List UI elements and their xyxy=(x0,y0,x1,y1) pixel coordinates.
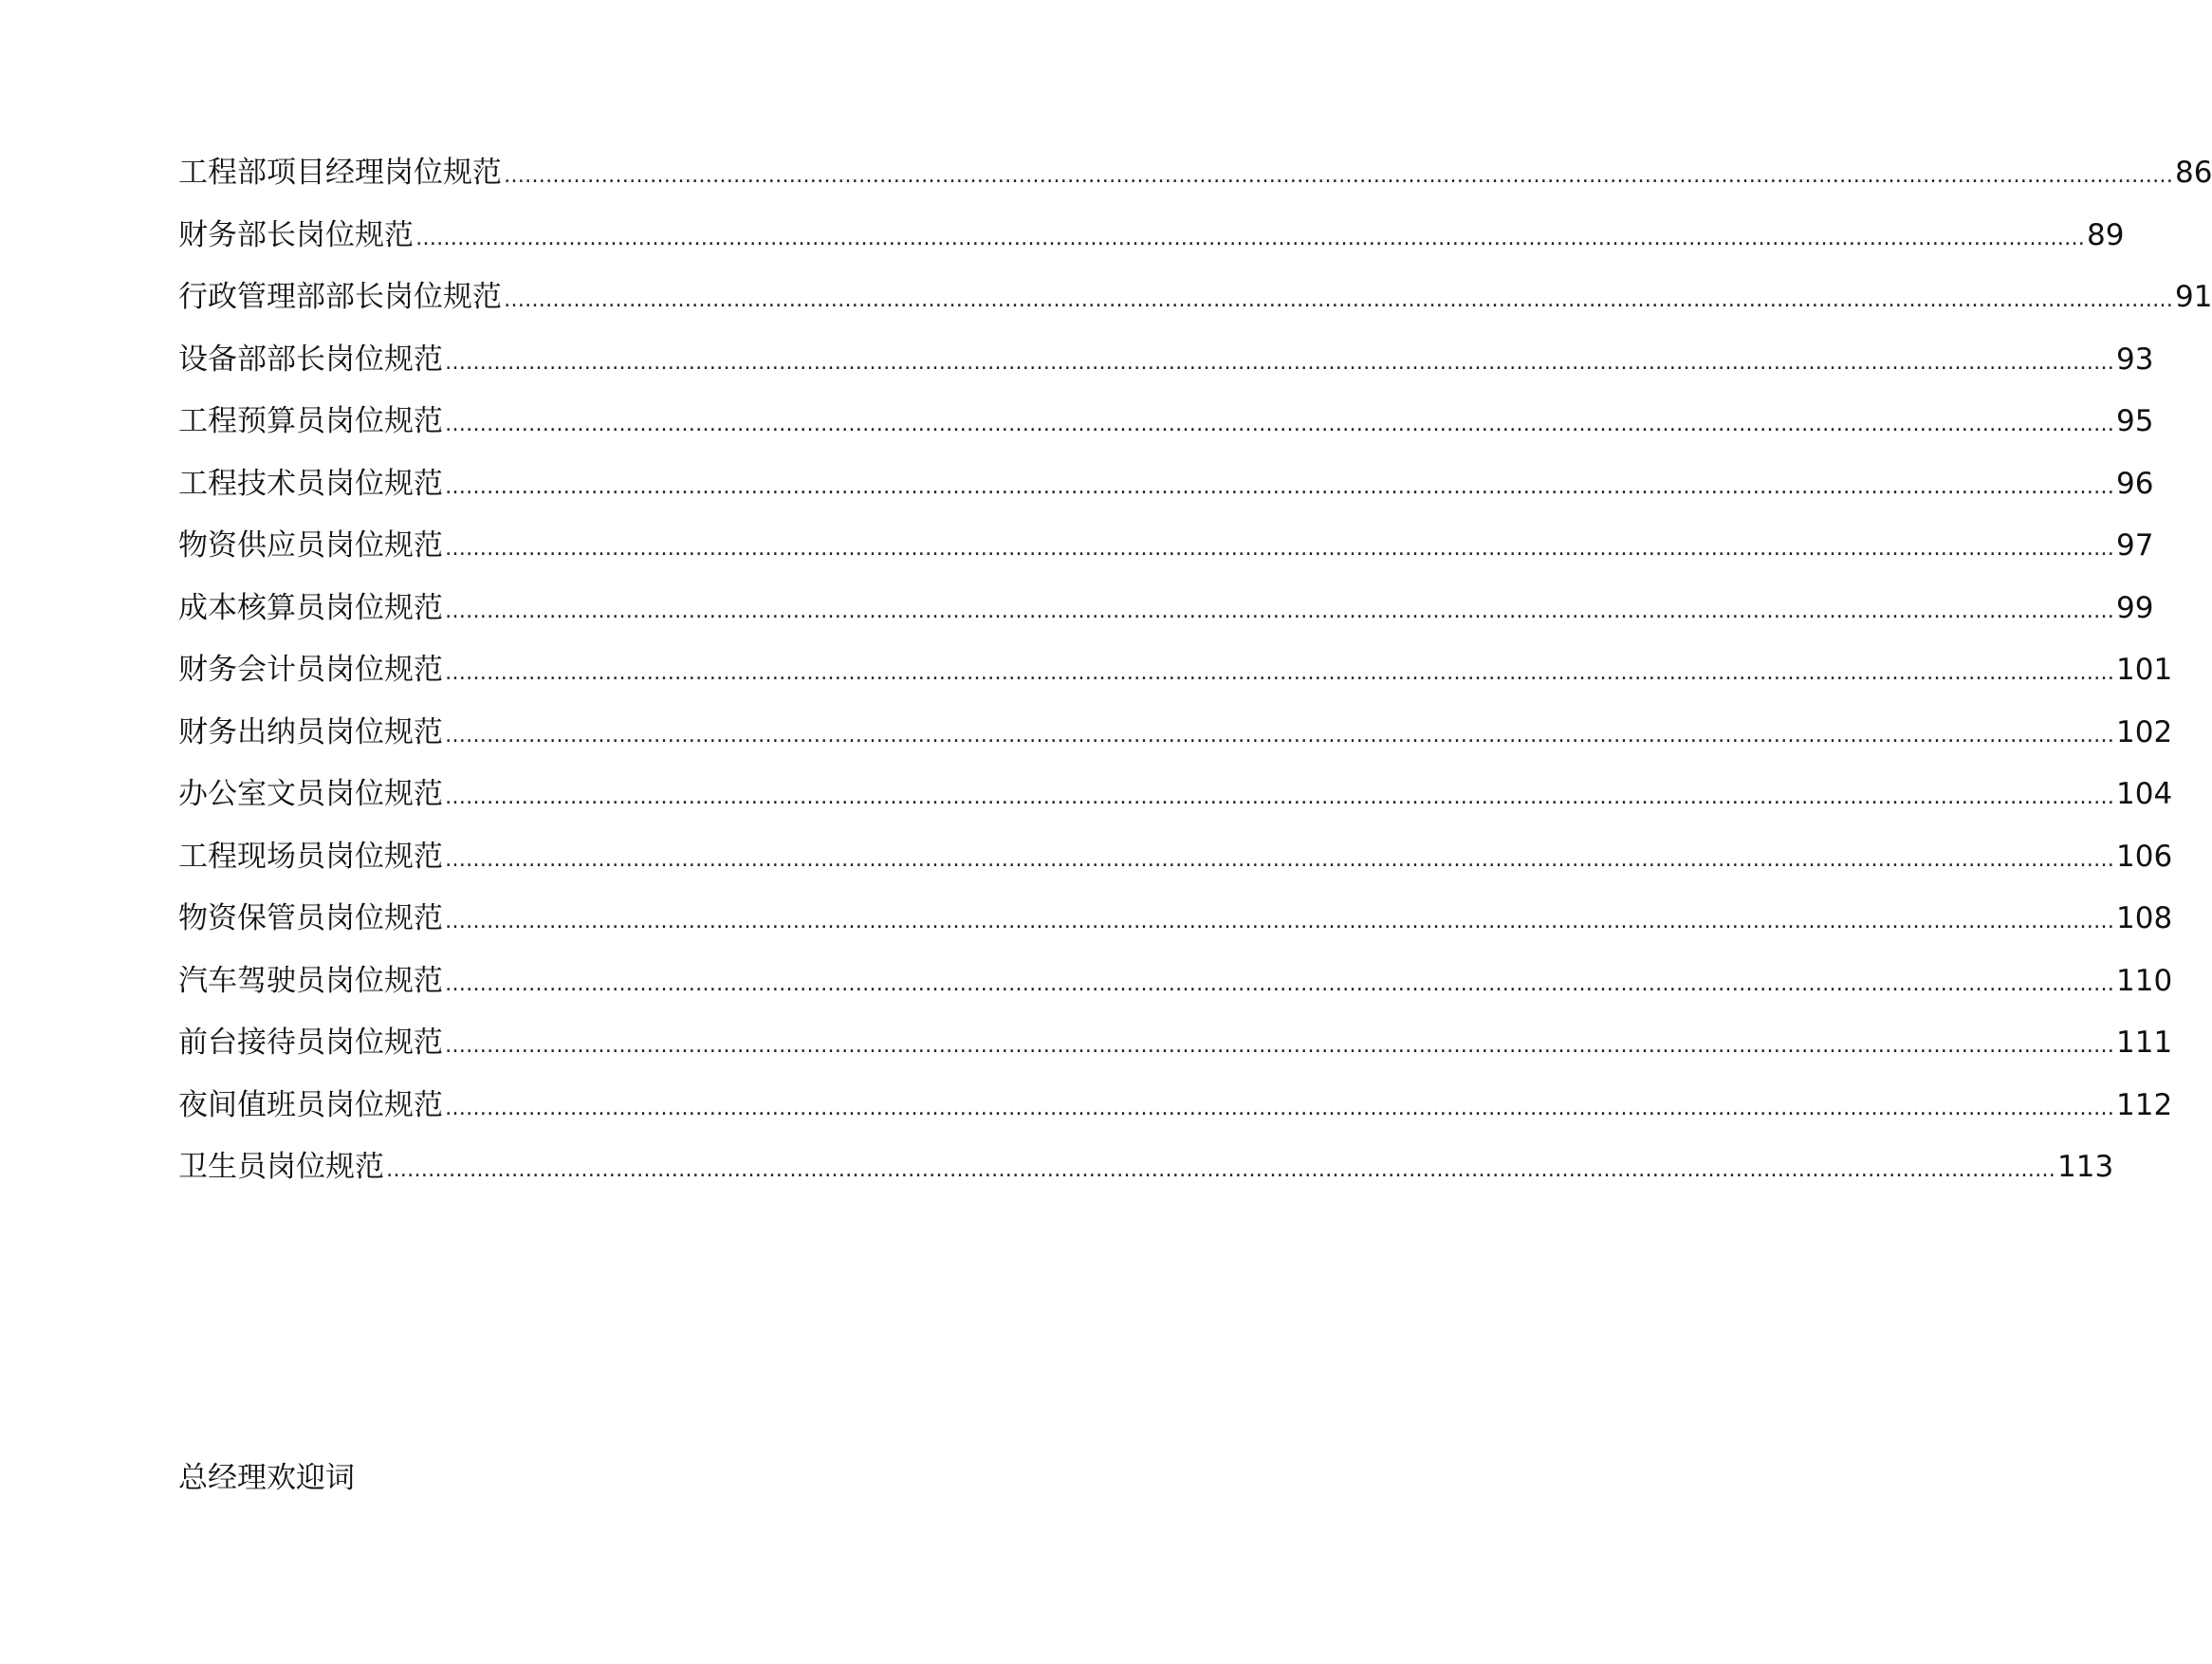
toc-entry-page: 96 xyxy=(2116,466,2154,501)
toc-entry[interactable] xyxy=(178,400,2154,463)
toc-entry-page: 102 xyxy=(2116,714,2173,749)
toc-entry-title: 物资供应员岗位规范 xyxy=(178,528,443,563)
toc-dot-leader: …………………………………………………………………………………………………………………………………………………………………………………………………………………… xyxy=(445,971,2114,996)
toc-dot-leader: …………………………………………………………………………………………………………………………………………………………………………………………………………………… xyxy=(415,226,2085,250)
toc-dot-leader: …………………………………………………………………………………………………………………………………………………………………………………………………………………… xyxy=(445,537,2114,561)
toc-entry-title: 成本核算员岗位规范 xyxy=(178,590,443,625)
toc-dot-leader: …………………………………………………………………………………………………………………………………………………………………………………………………………………… xyxy=(445,350,2114,375)
toc-entry[interactable] xyxy=(178,463,2154,526)
toc-dot-leader: …………………………………………………………………………………………………………………………………………………………………………………………………………………… xyxy=(445,661,2114,685)
toc-entry[interactable] xyxy=(178,214,2125,277)
toc-dot-leader: …………………………………………………………………………………………………………………………………………………………………………………………………………………… xyxy=(445,474,2114,499)
toc-entry-title: 卫生员岗位规范 xyxy=(178,1150,384,1184)
toc-entry-page: 99 xyxy=(2116,590,2154,625)
toc-entry-page: 112 xyxy=(2116,1087,2173,1122)
toc-entry-title: 夜间值班员岗位规范 xyxy=(178,1087,443,1122)
toc-entry-page: 113 xyxy=(2057,1150,2114,1184)
toc-entry-page: 111 xyxy=(2116,1026,2173,1060)
toc-dot-leader: …………………………………………………………………………………………………………………………………………………………………………………………………………………… xyxy=(445,910,2114,934)
toc-entry-title: 财务会计员岗位规范 xyxy=(178,653,443,687)
toc-entry[interactable] xyxy=(178,339,2154,401)
toc-entry-page: 86 xyxy=(2175,156,2212,190)
toc-entry[interactable] xyxy=(178,587,2154,650)
toc-entry-page: 106 xyxy=(2116,839,2173,874)
table-of-contents xyxy=(178,152,2212,1209)
toc-entry[interactable] xyxy=(178,276,2212,339)
toc-entry-page: 101 xyxy=(2116,653,2173,687)
toc-dot-leader: …………………………………………………………………………………………………………………………………………………………………………………………………………………… xyxy=(445,413,2114,436)
toc-dot-leader: …………………………………………………………………………………………………………………………………………………………………………………………………………………… xyxy=(445,1096,2114,1120)
toc-entry-title: 汽车驾驶员岗位规范 xyxy=(178,963,443,998)
toc-entry[interactable] xyxy=(178,1084,2173,1147)
toc-entry-title: 工程现场员岗位规范 xyxy=(178,839,443,874)
toc-entry-title: 行政管理部部长岗位规范 xyxy=(178,280,502,314)
toc-entry-page: 89 xyxy=(2087,217,2125,252)
toc-entry-title: 前台接待员岗位规范 xyxy=(178,1026,443,1060)
toc-entry-page: 95 xyxy=(2116,404,2154,438)
toc-entry[interactable] xyxy=(178,773,2173,836)
toc-entry[interactable] xyxy=(178,897,2173,960)
toc-entry[interactable] xyxy=(178,712,2173,774)
toc-entry-title: 物资保管员岗位规范 xyxy=(178,901,443,935)
toc-entry-page: 97 xyxy=(2116,528,2154,563)
toc-dot-leader: …………………………………………………………………………………………………………………………………………………………………………………………………………………… xyxy=(386,1158,2055,1182)
toc-entry[interactable] xyxy=(178,1022,2173,1084)
toc-entry-page: 110 xyxy=(2116,963,2173,998)
toc-entry-title: 工程技术员岗位规范 xyxy=(178,466,443,501)
toc-entry[interactable] xyxy=(178,1146,2114,1209)
toc-entry-page: 93 xyxy=(2116,342,2154,377)
toc-dot-leader: …………………………………………………………………………………………………………………………………………………………………………………………………………………… xyxy=(445,723,2114,748)
toc-entry-page: 108 xyxy=(2116,901,2173,935)
toc-entry-title: 财务部长岗位规范 xyxy=(178,217,414,252)
toc-dot-leader: …………………………………………………………………………………………………………………………………………………………………………………………………………………… xyxy=(445,1034,2114,1058)
toc-entry[interactable] xyxy=(178,649,2173,712)
toc-dot-leader: …………………………………………………………………………………………………………………………………………………………………………………………………………………… xyxy=(445,786,2114,809)
section-heading: 总经理欢迎词 xyxy=(178,1461,355,1495)
toc-dot-leader: …………………………………………………………………………………………………………………………………………………………………………………………………………………… xyxy=(504,288,2173,312)
toc-entry-page: 91 xyxy=(2175,280,2212,314)
toc-entry-title: 工程预算员岗位规范 xyxy=(178,404,443,438)
toc-entry-page: 104 xyxy=(2116,777,2173,811)
toc-entry[interactable] xyxy=(178,525,2154,587)
toc-entry[interactable] xyxy=(178,836,2173,898)
toc-dot-leader: …………………………………………………………………………………………………………………………………………………………………………………………………………………… xyxy=(504,164,2173,188)
toc-entry-title: 财务出纳员岗位规范 xyxy=(178,714,443,749)
toc-entry-title: 工程部项目经理岗位规范 xyxy=(178,156,502,190)
toc-entry-title: 办公室文员岗位规范 xyxy=(178,777,443,811)
toc-entry[interactable] xyxy=(178,960,2173,1023)
toc-entry[interactable] xyxy=(178,152,2212,214)
toc-entry-title: 设备部部长岗位规范 xyxy=(178,342,443,377)
toc-dot-leader: …………………………………………………………………………………………………………………………………………………………………………………………………………………… xyxy=(445,847,2114,872)
toc-dot-leader: …………………………………………………………………………………………………………………………………………………………………………………………………………………… xyxy=(445,599,2114,623)
